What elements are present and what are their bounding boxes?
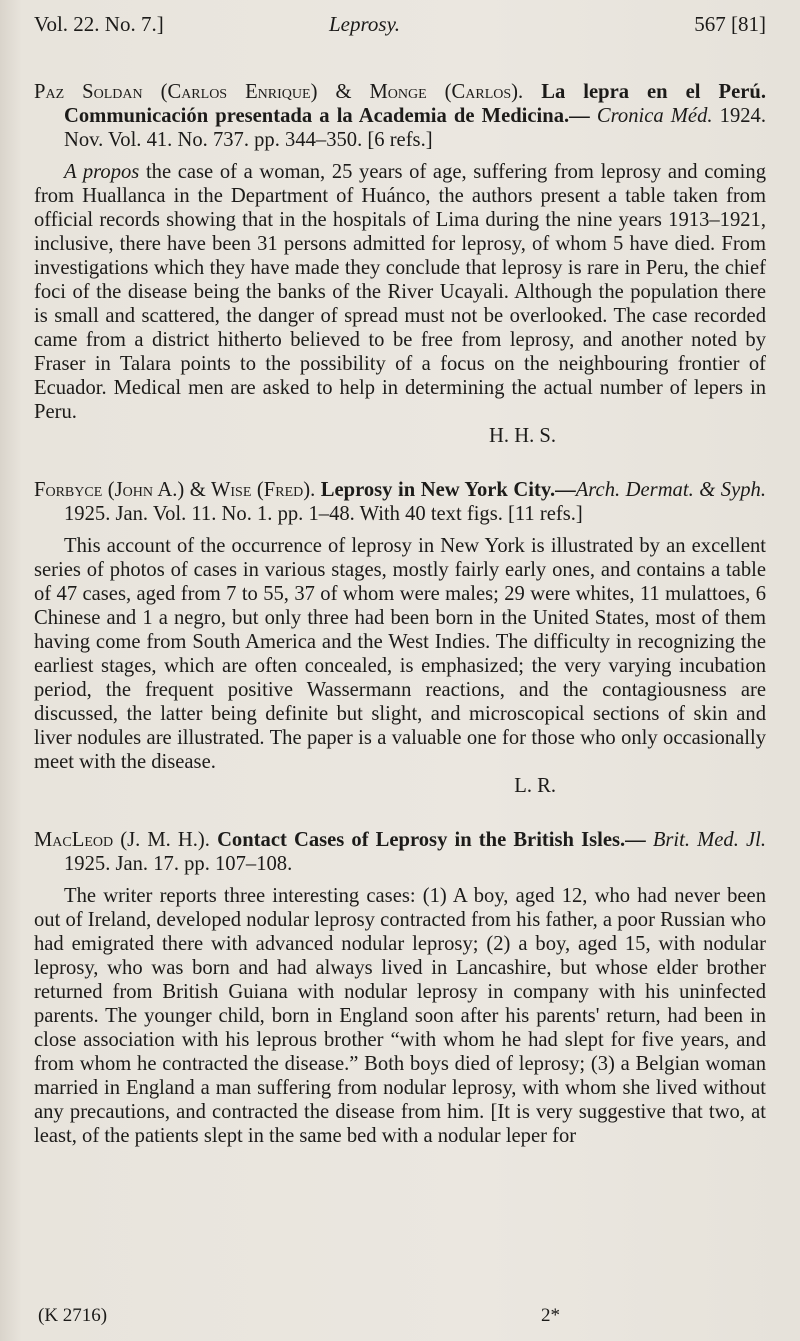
- section-title: Leprosy.: [329, 12, 400, 36]
- abstract-body: The writer reports three interesting cases: (1) A boy, aged 12, who had never been out of Ireland, developed nodular leprosy contracted from his father, a poor Russian who had emigrated there with advanced nodular leprosy; (2) a boy, aged 15, with nodular leprosy, who was born and had always lived in Lancashire, but whose elder brother returned from British Guiana with nodular leprosy in company with his uninfected parents. The younger child, born in England soon after his parents' return, had been in close association with his leprous brother “with whom he had slept for five years, and from whom he contracted the disease.” Both boys died of leprosy; (3) a Belgian woman married in England a man suffering from nodular leprosy, with whom she lived without any precautions, and contracted the disease from him. [It is very suggestive that two, at least, of the patients slept in the same bed with a nodular leper for: [34, 885, 766, 1147]
- abstract-text: [34, 884, 766, 1148]
- abstract-entry: [34, 478, 766, 798]
- running-head: [34, 8, 766, 40]
- volume-issue: Vol. 22. No. 7.]: [34, 12, 164, 36]
- authors: Paz Soldan (Carlos Enrique) & Monge (Carlos).: [34, 81, 524, 103]
- abstract-entry: [34, 80, 766, 448]
- journal-name: Cronica Méd.: [596, 105, 713, 127]
- print-code: (K 2716): [38, 1305, 108, 1326]
- abstract-lead: A propos: [64, 161, 140, 183]
- authors: Forbyce (John A.) & Wise (Fred).: [34, 479, 316, 501]
- page-number: 567 [81]: [694, 12, 766, 36]
- citation-details: 1925. Jan. 17. pp. 107–108.: [64, 853, 293, 875]
- article-title: Contact Cases of Leprosy in the British Isles.—: [217, 829, 646, 851]
- journal-name: Arch. Dermat. & Syph.: [575, 479, 766, 501]
- reviewer-initials: L. R.: [514, 775, 556, 797]
- journal-name: Brit. Med. Jl.: [652, 829, 766, 851]
- abstract-body: This account of the occurrence of leprosy in New York is illustrated by an excellent series of photos of cases in various stages, mostly fairly early ones, and contains a table of 47 cases, aged from 7 to 55, 37 of whom were males; 29 were whites, 11 mulattoes, 6 Chinese and 1 a negro, but only three had been born in the United States, most of them having come from South America and the West Indies. The difficulty in recognizing the earliest stages, which are often concealed, is emphasized; the very varying incubation period, the frequent positive Wassermann reactions, and the contagiousness are discussed, the latter being definite but slight, and microscopical sections of skin and liver nodules are illustrated. The paper is a valuable one for those who only occasionally meet with the disease.: [34, 535, 766, 773]
- signature-mark: 2*: [541, 1305, 560, 1326]
- reviewer-initials: H. H. S.: [489, 425, 556, 447]
- authors: MacLeod (J. M. H.).: [34, 829, 210, 851]
- article-title: La lepra en el Perú. Communicación presentada a la Academia de Medicina.—: [64, 81, 766, 127]
- abstract-body: the case of a woman, 25 years of age, suffering from leprosy and coming from Huallanca in the Department of Huánco, the authors present a table taken from official records showing that in the hospitals of Lima during the nine years 1913–1921, inclusive, there have been 31 persons admitted for leprosy, of whom 5 have died. From investigations which they have made they conclude that leprosy is rare in Peru, the chief foci of the disease being the banks of the River Ucayali. Although the population there is small and scattered, the danger of spread must not be overlooked. The case recorded came from a district hitherto believed to be free from leprosy, and another noted by Fraser in Talara points to the possibility of a focus on the neighbouring frontier of Ecuador. Medical men are asked to help in determining the actual number of lepers in Peru.: [34, 161, 766, 423]
- citation-details: 1925. Jan. Vol. 11. No. 1. pp. 1–48. With 40 text figs. [11 refs.]: [64, 503, 583, 525]
- citation: [34, 828, 766, 876]
- page-footer: [34, 1303, 766, 1329]
- article-title: Leprosy in New York City.—: [320, 479, 576, 501]
- abstract-text: [34, 534, 766, 774]
- citation-details: 1924. Nov. Vol. 41. No. 737. pp. 344–350. [6 refs.]: [64, 105, 766, 151]
- citation: [34, 478, 766, 526]
- abstract-text: [34, 160, 766, 424]
- abstract-entry: [34, 828, 766, 1148]
- citation: [34, 80, 766, 152]
